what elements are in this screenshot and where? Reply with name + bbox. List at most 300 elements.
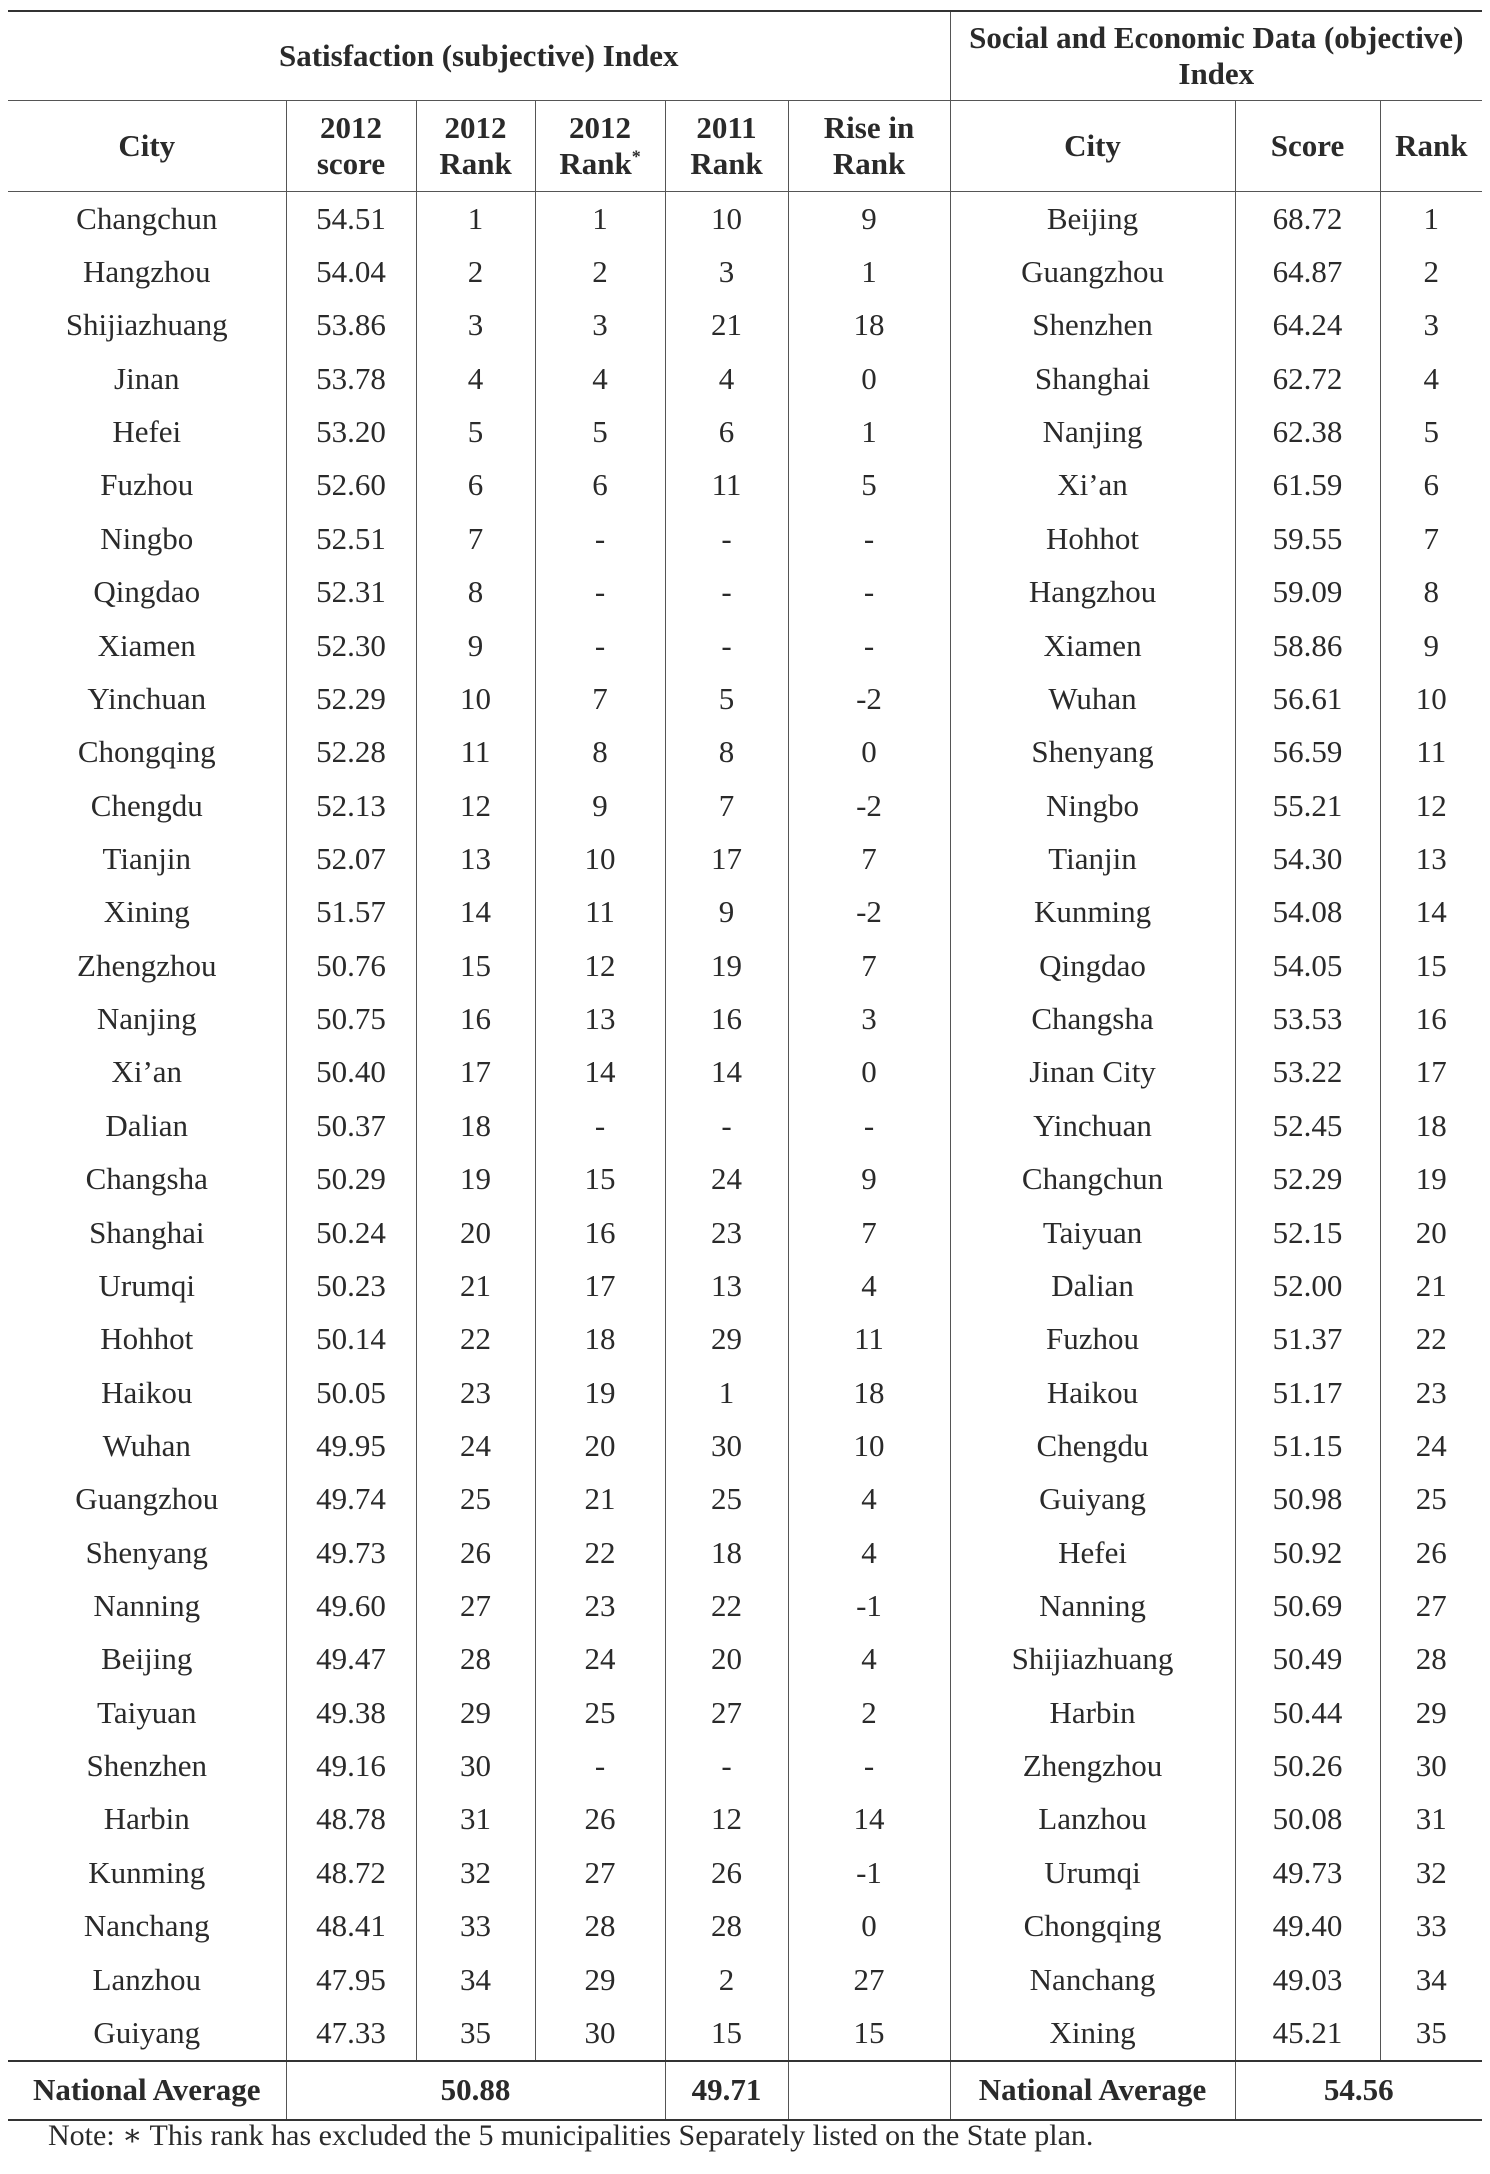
cell-rise-in-rank: 18 — [853, 1374, 885, 1410]
cell-rank-2011: 6 — [665, 405, 788, 458]
cell-score-2012: 49.95 — [286, 1419, 416, 1472]
cell-rank-2011: 9 — [665, 886, 788, 939]
cell-rank-2012-excluded: 1 — [535, 192, 665, 246]
cell-rise-in-rank: 7 — [861, 840, 877, 876]
avg-score-2012: 50.88 — [286, 2061, 665, 2120]
cell-objective-score: 64.24 — [1235, 299, 1380, 352]
col-rise-in-rank: Rise in Rank — [788, 101, 950, 192]
cell-objective-rank: 28 — [1415, 1641, 1447, 1677]
cell-score-2012: 50.05 — [286, 1366, 416, 1419]
cell-rank-2012: 21 — [416, 1259, 535, 1312]
cell-score-2012: 52.31 — [286, 566, 416, 619]
cell-objective-city: Ningbo — [950, 779, 1235, 832]
cell-objective-rank: 5 — [1423, 414, 1440, 450]
avg-rise-empty — [788, 2061, 950, 2120]
cell-objective-rank: 24 — [1415, 1427, 1447, 1463]
cell-objective-score: 55.21 — [1235, 779, 1380, 832]
cell-rank-2012-excluded: 10 — [535, 832, 665, 885]
cell-city: Qingdao — [8, 566, 286, 619]
cell-rank-2012-excluded: 26 — [535, 1793, 665, 1846]
cell-objective-city: Chengdu — [950, 1419, 1235, 1472]
table-row — [8, 1900, 1482, 1953]
cell-rank-2012: 13 — [416, 832, 535, 885]
cell-rank-2012-excluded: - — [535, 566, 665, 619]
cell-rank-2012-excluded: 28 — [535, 1900, 665, 1953]
cell-score-2012: 50.76 — [286, 939, 416, 992]
cell-objective-score: 50.08 — [1235, 1793, 1380, 1846]
col-2012-score: 2012 score — [286, 101, 416, 192]
cell-rank-2012-excluded: 4 — [535, 352, 665, 405]
cell-objective-score: 56.61 — [1235, 672, 1380, 725]
cell-rank-2012: 34 — [416, 1953, 535, 2006]
table-row — [8, 1152, 1482, 1205]
cell-rank-2012-excluded: 15 — [535, 1152, 665, 1205]
cell-city: Dalian — [8, 1099, 286, 1152]
cell-rank-2012: 9 — [416, 619, 535, 672]
cell-rank-2012: 14 — [416, 886, 535, 939]
cell-score-2012: 52.30 — [286, 619, 416, 672]
cell-rise-in-rank: 27 — [853, 1961, 885, 1997]
cell-city: Tianjin — [8, 832, 286, 885]
cell-objective-score: 50.49 — [1235, 1633, 1380, 1686]
cell-rank-2012-excluded: 11 — [535, 886, 665, 939]
table-row — [8, 1793, 1482, 1846]
cell-rank-2012-excluded: 19 — [535, 1366, 665, 1419]
cell-score-2012: 52.13 — [286, 779, 416, 832]
cell-rank-2012: 20 — [416, 1206, 535, 1259]
cell-rank-2011: 1 — [665, 1366, 788, 1419]
cell-rank-2011: 24 — [665, 1152, 788, 1205]
cell-objective-rank: 9 — [1423, 627, 1440, 663]
table-body — [8, 192, 1482, 2061]
cell-objective-rank: 16 — [1415, 1001, 1447, 1037]
cell-objective-score: 50.69 — [1235, 1579, 1380, 1632]
cell-score-2012: 53.78 — [286, 352, 416, 405]
cell-score-2012: 47.33 — [286, 2006, 416, 2060]
cell-objective-score: 52.29 — [1235, 1152, 1380, 1205]
table-row — [8, 459, 1482, 512]
cell-objective-score: 68.72 — [1235, 192, 1380, 246]
col-2012-rank-excluded — [535, 101, 665, 192]
cell-rank-2012-excluded: 20 — [535, 1419, 665, 1472]
cell-score-2012: 49.38 — [286, 1686, 416, 1739]
cell-objective-rank: 3 — [1423, 307, 1440, 343]
cell-rank-2012-excluded: 25 — [535, 1686, 665, 1739]
cell-rank-2012-excluded: 2 — [535, 245, 665, 298]
cell-rank-2012-excluded: 3 — [535, 299, 665, 352]
cell-rise-in-rank: -1 — [856, 1854, 882, 1890]
avg-score-objective: 54.56 — [1235, 2061, 1482, 2120]
col-objective-score: Score — [1235, 101, 1380, 192]
cell-rise-in-rank: 15 — [853, 2014, 885, 2050]
cell-objective-city: Hefei — [950, 1526, 1235, 1579]
cell-objective-city: Lanzhou — [950, 1793, 1235, 1846]
cell-rank-2011: 21 — [665, 299, 788, 352]
cell-rank-2011: 5 — [665, 672, 788, 725]
cell-rank-2012-excluded: 29 — [535, 1953, 665, 2006]
cell-city: Shenyang — [8, 1526, 286, 1579]
cell-rank-2012: 23 — [416, 1366, 535, 1419]
cell-objective-score: 49.40 — [1235, 1900, 1380, 1953]
cell-rank-2011: 2 — [665, 1953, 788, 2006]
cell-objective-rank: 1 — [1423, 200, 1440, 236]
cell-objective-score: 54.30 — [1235, 832, 1380, 885]
cell-score-2012: 50.40 — [286, 1046, 416, 1099]
cell-objective-city: Nanchang — [950, 1953, 1235, 2006]
cell-rise-in-rank: 4 — [861, 1481, 877, 1517]
cell-rise-in-rank: 14 — [853, 1801, 885, 1837]
cell-rank-2011: 29 — [665, 1313, 788, 1366]
table-row — [8, 1259, 1482, 1312]
cell-objective-rank: 21 — [1415, 1267, 1447, 1303]
cell-objective-city: Urumqi — [950, 1846, 1235, 1899]
cell-rise-in-rank: 0 — [861, 1908, 877, 1944]
cell-rank-2011: - — [665, 566, 788, 619]
cell-rank-2011: 15 — [665, 2006, 788, 2060]
cell-rank-2012: 18 — [416, 1099, 535, 1152]
cell-objective-rank: 19 — [1415, 1161, 1447, 1197]
col-city: City — [8, 101, 286, 192]
cell-objective-city: Nanning — [950, 1579, 1235, 1632]
cell-rank-2011: 10 — [665, 192, 788, 246]
cell-rank-2012: 25 — [416, 1473, 535, 1526]
table-row — [8, 1046, 1482, 1099]
table-row — [8, 1579, 1482, 1632]
table-row — [8, 619, 1482, 672]
cell-rank-2012: 30 — [416, 1739, 535, 1792]
col-2011-rank: 2011 Rank — [665, 101, 788, 192]
cell-objective-city: Shenyang — [950, 726, 1235, 779]
cell-rise-in-rank: - — [863, 627, 875, 663]
cell-objective-score: 53.22 — [1235, 1046, 1380, 1099]
cell-rank-2011: 12 — [665, 1793, 788, 1846]
cell-score-2012: 50.75 — [286, 992, 416, 1045]
cell-rank-2011: 3 — [665, 245, 788, 298]
cell-objective-score: 51.17 — [1235, 1366, 1380, 1419]
table-row — [8, 1686, 1482, 1739]
cell-objective-rank: 8 — [1423, 574, 1440, 610]
cell-rank-2012-excluded: - — [535, 1099, 665, 1152]
cell-objective-score: 49.03 — [1235, 1953, 1380, 2006]
cell-score-2012: 49.16 — [286, 1739, 416, 1792]
cell-rank-2012: 28 — [416, 1633, 535, 1686]
cell-objective-city: Changsha — [950, 992, 1235, 1045]
table-row — [8, 672, 1482, 725]
cell-objective-rank: 4 — [1423, 360, 1440, 396]
cell-rank-2012-excluded: 7 — [535, 672, 665, 725]
cell-objective-city: Qingdao — [950, 939, 1235, 992]
cell-city: Taiyuan — [8, 1686, 286, 1739]
table-row — [8, 1526, 1482, 1579]
cell-rise-in-rank: - — [863, 520, 875, 556]
cell-rise-in-rank: -1 — [856, 1588, 882, 1624]
cell-city: Changsha — [8, 1152, 286, 1205]
table-row — [8, 1206, 1482, 1259]
cell-rank-2011: - — [665, 1739, 788, 1792]
cell-rank-2012: 2 — [416, 245, 535, 298]
cell-city: Guiyang — [8, 2006, 286, 2060]
avg-score-2011: 49.71 — [665, 2061, 788, 2120]
cell-rank-2012: 32 — [416, 1846, 535, 1899]
cell-objective-score: 64.87 — [1235, 245, 1380, 298]
cell-rank-2011: 18 — [665, 1526, 788, 1579]
cell-rank-2012-excluded: 5 — [535, 405, 665, 458]
cell-rank-2012: 33 — [416, 1900, 535, 1953]
cell-city: Guangzhou — [8, 1473, 286, 1526]
cell-city: Hangzhou — [8, 245, 286, 298]
cell-score-2012: 53.20 — [286, 405, 416, 458]
cell-objective-score: 58.86 — [1235, 619, 1380, 672]
cell-city: Hohhot — [8, 1313, 286, 1366]
cell-objective-rank: 35 — [1415, 2014, 1447, 2050]
cell-rise-in-rank: 0 — [861, 734, 877, 770]
cell-objective-city: Dalian — [950, 1259, 1235, 1312]
cell-rank-2012-excluded: 17 — [535, 1259, 665, 1312]
cell-rank-2012: 16 — [416, 992, 535, 1045]
cell-city: Yinchuan — [8, 672, 286, 725]
cell-rank-2011: 8 — [665, 726, 788, 779]
cell-objective-city: Taiyuan — [950, 1206, 1235, 1259]
cell-city: Shenzhen — [8, 1739, 286, 1792]
table-row — [8, 245, 1482, 298]
table-row — [8, 1313, 1482, 1366]
cell-score-2012: 54.04 — [286, 245, 416, 298]
cell-rank-2012: 27 — [416, 1579, 535, 1632]
table-row — [8, 726, 1482, 779]
cell-rank-2011: - — [665, 1099, 788, 1152]
table-row — [8, 1633, 1482, 1686]
cell-objective-city: Hangzhou — [950, 566, 1235, 619]
table-row — [8, 1419, 1482, 1472]
cell-objective-rank: 30 — [1415, 1748, 1447, 1784]
asterisk-marker: * — [631, 146, 641, 167]
cell-city: Xi’an — [8, 1046, 286, 1099]
cell-objective-score: 53.53 — [1235, 992, 1380, 1045]
cell-objective-city: Fuzhou — [950, 1313, 1235, 1366]
cell-city: Changchun — [8, 192, 286, 246]
cell-objective-score: 52.15 — [1235, 1206, 1380, 1259]
cell-objective-city: Nanjing — [950, 405, 1235, 458]
cell-rise-in-rank: -2 — [856, 894, 882, 930]
cell-rise-in-rank: 0 — [861, 1054, 877, 1090]
cell-rise-in-rank: 7 — [861, 1214, 877, 1250]
cell-objective-rank: 31 — [1415, 1801, 1447, 1837]
cell-rank-2012-excluded: 13 — [535, 992, 665, 1045]
cell-rank-2012: 11 — [416, 726, 535, 779]
cell-objective-city: Haikou — [950, 1366, 1235, 1419]
header-socioeconomic-index: Social and Economic Data (objective) Index — [950, 11, 1482, 101]
cell-rank-2012-excluded: 22 — [535, 1526, 665, 1579]
cell-rank-2011: 20 — [665, 1633, 788, 1686]
cell-score-2012: 53.86 — [286, 299, 416, 352]
cell-objective-city: Shijiazhuang — [950, 1633, 1235, 1686]
cell-score-2012: 50.23 — [286, 1259, 416, 1312]
cell-score-2012: 48.72 — [286, 1846, 416, 1899]
cell-rank-2012-excluded: - — [535, 512, 665, 565]
cell-rank-2012: 10 — [416, 672, 535, 725]
cell-objective-score: 52.45 — [1235, 1099, 1380, 1152]
cell-objective-score: 54.08 — [1235, 886, 1380, 939]
cell-rank-2011: 13 — [665, 1259, 788, 1312]
cell-score-2012: 50.14 — [286, 1313, 416, 1366]
cell-rank-2012: 17 — [416, 1046, 535, 1099]
cell-objective-score: 50.98 — [1235, 1473, 1380, 1526]
cell-score-2012: 49.60 — [286, 1579, 416, 1632]
cell-rank-2012-excluded: 9 — [535, 779, 665, 832]
cell-objective-rank: 15 — [1415, 947, 1447, 983]
table-row — [8, 352, 1482, 405]
avg-label-right: National Average — [950, 2061, 1235, 2120]
cell-objective-rank: 12 — [1415, 787, 1447, 823]
cell-objective-city: Hohhot — [950, 512, 1235, 565]
cell-objective-city: Kunming — [950, 886, 1235, 939]
cell-city: Xiamen — [8, 619, 286, 672]
cell-city: Chongqing — [8, 726, 286, 779]
table-row — [8, 2006, 1482, 2060]
cell-rank-2012: 15 — [416, 939, 535, 992]
cell-objective-score: 50.44 — [1235, 1686, 1380, 1739]
cell-rank-2011: 14 — [665, 1046, 788, 1099]
cell-score-2012: 52.60 — [286, 459, 416, 512]
cell-objective-rank: 10 — [1415, 680, 1447, 716]
cell-objective-score: 50.92 — [1235, 1526, 1380, 1579]
cell-city: Nanning — [8, 1579, 286, 1632]
cell-rise-in-rank: 0 — [861, 360, 877, 396]
cell-objective-rank: 34 — [1415, 1961, 1447, 1997]
cell-objective-city: Zhengzhou — [950, 1739, 1235, 1792]
cell-objective-city: Jinan City — [950, 1046, 1235, 1099]
cell-rank-2012: 22 — [416, 1313, 535, 1366]
cell-score-2012: 50.24 — [286, 1206, 416, 1259]
cell-rank-2011: 4 — [665, 352, 788, 405]
table-container — [8, 10, 1482, 2121]
cell-score-2012: 50.29 — [286, 1152, 416, 1205]
cell-objective-city: Xi’an — [950, 459, 1235, 512]
cell-objective-rank: 32 — [1415, 1854, 1447, 1890]
cell-rise-in-rank: - — [863, 574, 875, 610]
cell-city: Harbin — [8, 1793, 286, 1846]
cell-rise-in-rank: 4 — [861, 1267, 877, 1303]
cell-rise-in-rank: 10 — [853, 1427, 885, 1463]
cell-city: Shanghai — [8, 1206, 286, 1259]
cell-rise-in-rank: 9 — [861, 200, 877, 236]
cell-rank-2011: 23 — [665, 1206, 788, 1259]
cell-city: Jinan — [8, 352, 286, 405]
cell-objective-score: 51.37 — [1235, 1313, 1380, 1366]
cell-rank-2012: 12 — [416, 779, 535, 832]
cell-rank-2012-excluded: 21 — [535, 1473, 665, 1526]
col-objective-city: City — [950, 101, 1235, 192]
cell-rank-2011: 28 — [665, 1900, 788, 1953]
cell-score-2012: 54.51 — [286, 192, 416, 246]
cell-rank-2012-excluded: 16 — [535, 1206, 665, 1259]
cell-objective-city: Wuhan — [950, 672, 1235, 725]
cell-rank-2011: 11 — [665, 459, 788, 512]
cell-objective-score: 59.09 — [1235, 566, 1380, 619]
cell-objective-score: 61.59 — [1235, 459, 1380, 512]
cell-objective-rank: 18 — [1415, 1107, 1447, 1143]
cell-rank-2012: 7 — [416, 512, 535, 565]
cell-city: Lanzhou — [8, 1953, 286, 2006]
cell-rank-2012: 24 — [416, 1419, 535, 1472]
cell-rank-2011: - — [665, 619, 788, 672]
cell-rank-2012: 1 — [416, 192, 535, 246]
cell-city: Zhengzhou — [8, 939, 286, 992]
cell-rise-in-rank: 7 — [861, 947, 877, 983]
table-row — [8, 299, 1482, 352]
cell-rank-2012: 4 — [416, 352, 535, 405]
cell-objective-city: Shanghai — [950, 352, 1235, 405]
cell-objective-city: Harbin — [950, 1686, 1235, 1739]
cell-rise-in-rank: 4 — [861, 1534, 877, 1570]
cell-rise-in-rank: 9 — [861, 1161, 877, 1197]
table-row — [8, 992, 1482, 1045]
cell-rise-in-rank: 3 — [861, 1001, 877, 1037]
cell-objective-score: 49.73 — [1235, 1846, 1380, 1899]
cell-city: Hefei — [8, 405, 286, 458]
cell-city: Chengdu — [8, 779, 286, 832]
cell-score-2012: 52.29 — [286, 672, 416, 725]
cell-city: Haikou — [8, 1366, 286, 1419]
cell-rank-2011: - — [665, 512, 788, 565]
table-row — [8, 1366, 1482, 1419]
cell-rank-2012-excluded: 18 — [535, 1313, 665, 1366]
table-row — [8, 939, 1482, 992]
cell-rise-in-rank: 4 — [861, 1641, 877, 1677]
cell-objective-rank: 20 — [1415, 1214, 1447, 1250]
cell-score-2012: 50.37 — [286, 1099, 416, 1152]
col-objective-rank: Rank — [1380, 101, 1482, 192]
cell-objective-score: 51.15 — [1235, 1419, 1380, 1472]
cell-objective-city: Shenzhen — [950, 299, 1235, 352]
cell-rank-2012-excluded: - — [535, 1739, 665, 1792]
cell-rank-2012: 19 — [416, 1152, 535, 1205]
cell-objective-city: Guiyang — [950, 1473, 1235, 1526]
cell-rank-2012-excluded: 12 — [535, 939, 665, 992]
col-2012-rank: 2012 Rank — [416, 101, 535, 192]
cell-objective-city: Beijing — [950, 192, 1235, 246]
cell-objective-rank: 26 — [1415, 1534, 1447, 1570]
cell-rank-2011: 25 — [665, 1473, 788, 1526]
cell-city: Fuzhou — [8, 459, 286, 512]
cell-objective-rank: 6 — [1423, 467, 1440, 503]
city-index-table — [8, 10, 1482, 2121]
cell-objective-rank: 2 — [1423, 254, 1440, 290]
header-satisfaction-index: Satisfaction (subjective) Index — [8, 11, 950, 101]
cell-objective-rank: 17 — [1415, 1054, 1447, 1090]
cell-objective-score: 59.55 — [1235, 512, 1380, 565]
cell-objective-rank: 29 — [1415, 1694, 1447, 1730]
cell-objective-city: Xiamen — [950, 619, 1235, 672]
cell-objective-city: Changchun — [950, 1152, 1235, 1205]
table-row — [8, 779, 1482, 832]
cell-rise-in-rank: 5 — [861, 467, 877, 503]
cell-city: Kunming — [8, 1846, 286, 1899]
cell-rise-in-rank: 2 — [861, 1694, 877, 1730]
cell-objective-score: 56.59 — [1235, 726, 1380, 779]
cell-rise-in-rank: - — [863, 1748, 875, 1784]
cell-score-2012: 48.41 — [286, 1900, 416, 1953]
table-row — [8, 886, 1482, 939]
cell-score-2012: 48.78 — [286, 1793, 416, 1846]
cell-score-2012: 52.28 — [286, 726, 416, 779]
table-row — [8, 832, 1482, 885]
cell-rank-2011: 27 — [665, 1686, 788, 1739]
cell-objective-score: 62.38 — [1235, 405, 1380, 458]
cell-objective-rank: 22 — [1415, 1321, 1447, 1357]
cell-score-2012: 49.73 — [286, 1526, 416, 1579]
table-row — [8, 512, 1482, 565]
